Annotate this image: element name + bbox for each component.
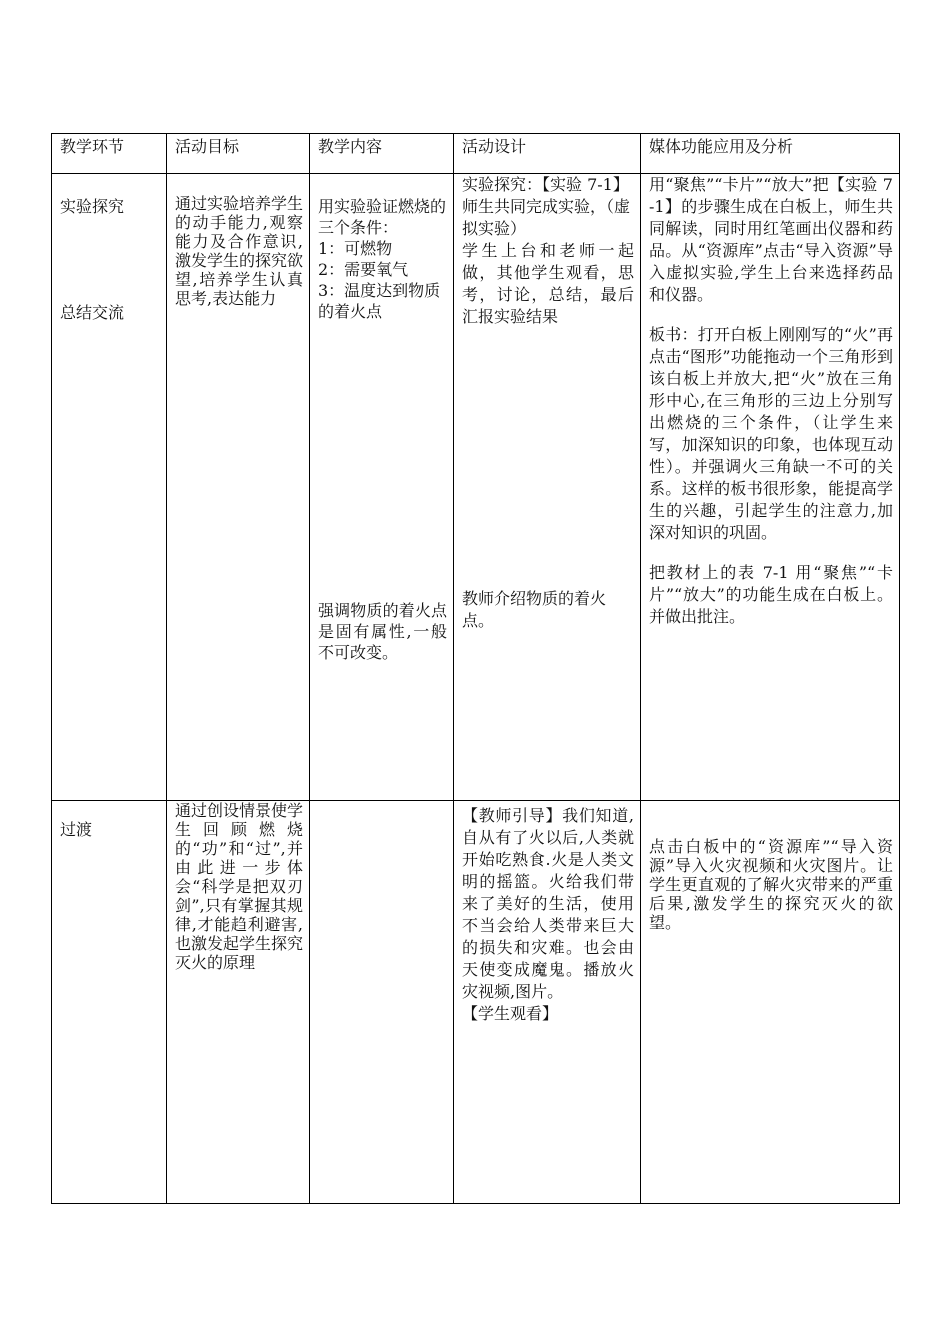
media-cell (641, 174, 900, 801)
goal-text: 通过创设情景使学生回顾燃烧的“功”和“过”,并由此进一步体会“科学是把双刃剑”,只有掌握其规律,才能趋利避害,也激发起学生探究灭火的原理 (175, 801, 304, 972)
content-cell (310, 174, 454, 801)
table-row (52, 801, 900, 1204)
media-fire-video: 点击白板中的“资源库”“导入资源”导入火灾视频和火灾图片。让学生更直观的了解火灾带来的严重后果,激发学生的探究灭火的欲望。 (649, 837, 893, 932)
header-cell-media: 媒体功能应用及分析 (641, 134, 900, 174)
header-row (52, 134, 900, 174)
lesson-plan-table (51, 133, 900, 1204)
design-teacher-guide: 【教师引导】我们知道,自从有了火以后,人类就开始吃熟食.火是人类文明的摇篮。火给我们带来了美好的生活，使用不当会给人类带来巨大的损失和灾难。也会由天使变成魔鬼。播放火灾视频,图片。 (462, 806, 634, 1001)
spacer (60, 218, 160, 302)
design-ignition-point: 教师介绍物质的着火点。 (462, 589, 607, 630)
content-item: 1：可燃物 (318, 239, 393, 258)
stage-label-transition: 过渡 (60, 820, 93, 839)
content-note: 强调物质的着火点是固有属性,一般不可改变。 (318, 601, 447, 662)
design-experiment: 实验探究：【实验 7-1】 (462, 175, 629, 194)
spacer (462, 328, 634, 588)
content-intro: 用实验验证燃烧的三个条件： (318, 197, 447, 237)
goal-cell (167, 174, 310, 801)
spacer (649, 306, 893, 324)
header-cell-content: 教学内容 (310, 134, 454, 174)
spacer (649, 544, 893, 562)
media-focus-card: 用“聚焦”“卡片”“放大”把【实验 7-1】的步骤生成在白板上，师生共同解读，同时用红笔画出仪器和药品。从“资源库”点击“导入资源”导入虚拟实验,学生上台来选择药品和仪器。 (649, 175, 893, 304)
design-students: 学生上台和老师一起做，其他学生观看，思考，讨论，总结，最后汇报实验结果 (462, 241, 634, 326)
spacer (318, 322, 447, 600)
stage-cell (52, 801, 167, 1204)
media-table-7-1: 把教材上的表 7-1 用“聚焦”“卡片”“放大”的功能生成在白板上。并做出批注。 (649, 563, 893, 626)
design-cell (454, 174, 641, 801)
goal-cell (167, 801, 310, 1204)
header-cell-design: 活动设计 (454, 134, 641, 174)
design-cell (454, 801, 641, 1204)
content-item: 3：温度达到物质的着火点 (318, 281, 441, 321)
stage-cell (52, 174, 167, 801)
media-board-writing: 板书：打开白板上刚刚写的“火”再点击“图形”功能拖动一个三角形到该白板上并放大,把“火”放在三角形中心,在三角形的三边上分别写出燃烧的三个条件，（让学生来写，加深知识的印象，也体现互动性）。并强调火三角缺一不可的关系。这样的板书很形象，能提高学生的兴趣，引起学生的注意力,加深对知识的巩固。 (649, 325, 893, 542)
content-cell (310, 801, 454, 1204)
stage-label-experiment: 实验探究 (60, 197, 125, 216)
header-cell-stage: 教学环节 (52, 134, 167, 174)
stage-label-summary: 总结交流 (60, 303, 125, 322)
goal-text: 通过实验培养学生的动手能力,观察能力及合作意识,激发学生的探究欲望,培养学生认真思考,表达能力 (175, 194, 304, 308)
content-item: 2：需要氧气 (318, 260, 409, 279)
design-students-watch: 【学生观看】 (462, 1004, 559, 1023)
media-cell (641, 801, 900, 1204)
table-row (52, 174, 900, 801)
header-cell-goal: 活动目标 (167, 134, 310, 174)
design-together: 师生共同完成实验，（虚拟实验） (462, 197, 631, 238)
